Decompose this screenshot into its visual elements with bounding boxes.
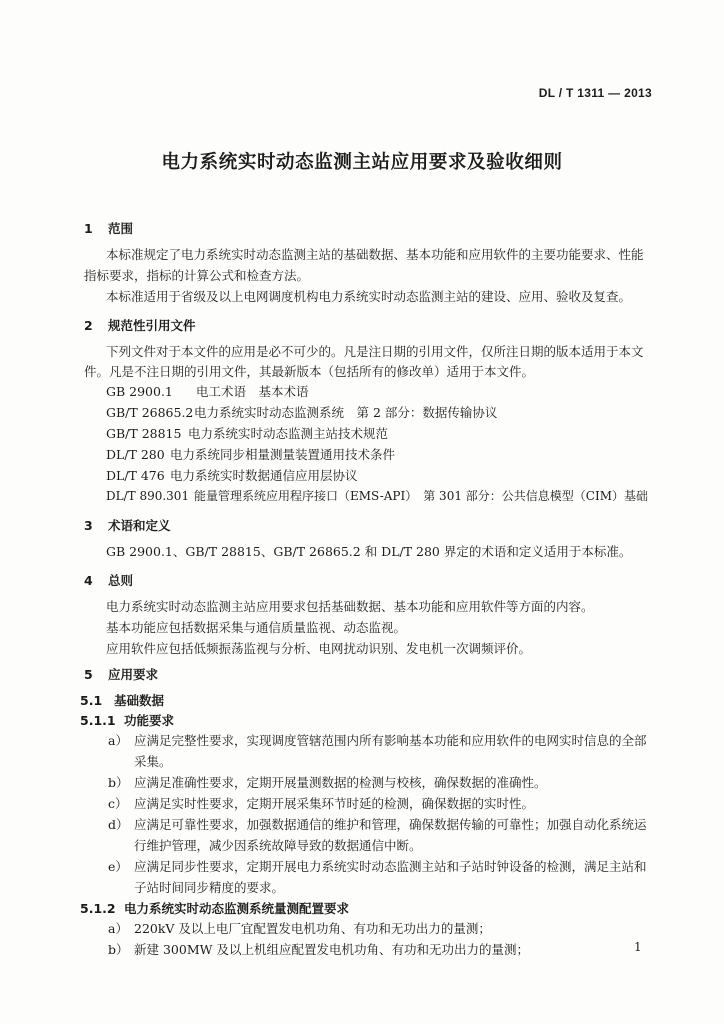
list-item-text-continued: 行维护管理，减少因系统故障导致的数据通信中断。 — [134, 838, 422, 853]
list-item-label: b） — [108, 775, 129, 790]
normative-reference: GB/T 26865.2电力系统实时动态监测系统 第 2 部分：数据传输协议 — [106, 405, 498, 420]
list-item-text: 220kV 及以上电厂宜配置发电机功角、有功和无功出力的量测； — [134, 921, 491, 936]
section-2-paragraph-line-1: 下列文件对于本文件的应用是必不可少的。凡是注日期的引用文件，仅所注日期的版本适用于本文 — [106, 344, 644, 359]
section-4-paragraph-2: 基本功能应包括数据采集与通信质量监视、动态监视。 — [106, 620, 407, 635]
section-4-paragraph-1: 电力系统实时动态监测主站应用要求包括基础数据、基本功能和应用软件等方面的内容。 — [106, 599, 594, 614]
page-number: 1 — [634, 940, 642, 954]
list-item-label: a） — [108, 921, 128, 936]
list-item-text: 应满足同步性要求，定期开展电力系统实时动态监测主站和子站时钟设备的检测，满足主站和 — [134, 859, 647, 874]
section-5-1-1-heading: 5.1.1 功能要求 — [80, 713, 175, 728]
section-1-heading: 1 范围 — [84, 221, 134, 236]
normative-reference: GB 2900.1 电工术语 基本术语 — [106, 384, 309, 399]
section-5-1-heading: 5.1 基础数据 — [80, 693, 165, 708]
section-5-1-2-heading: 5.1.2 电力系统实时动态监测系统量测配置要求 — [80, 901, 350, 916]
section-4-heading: 4 总则 — [84, 573, 134, 588]
list-item-label: d） — [108, 817, 129, 832]
section-1-paragraph-1-line-1: 本标准规定了电力系统实时动态监测主站的基础数据、基本功能和应用软件的主要功能要求、性能 — [106, 247, 644, 262]
section-3-paragraph: GB 2900.1、GB/T 28815、GB/T 26865.2 和 DL/T 280 界定的术语和定义适用于本标准。 — [106, 544, 632, 559]
list-item-text: 应满足准确性要求，定期开展量测数据的检测与校核，确保数据的准确性。 — [134, 775, 547, 790]
section-5-heading: 5 应用要求 — [84, 667, 159, 682]
list-item-text: 应满足完整性要求，实现调度管辖范围内所有影响基本功能和应用软件的电网实时信息的全部 — [134, 733, 647, 748]
list-item-label: a） — [108, 733, 128, 748]
list-item-label: e） — [108, 859, 128, 874]
section-4-paragraph-3: 应用软件应包括低频振荡监视与分析、电网扰动识别、发电机一次调频评价。 — [106, 641, 532, 656]
normative-reference: DL/T 280 电力系统同步相量测量装置通用技术条件 — [106, 447, 396, 462]
normative-reference: DL/T 476 电力系统实时数据通信应用层协议 — [106, 468, 358, 483]
list-item-text-continued: 子站时间同步精度的要求。 — [134, 880, 285, 895]
standard-number: DL / T 1311 — 2013 — [538, 86, 652, 100]
section-2-paragraph-line-2: 件。凡是不注日期的引用文件，其最新版本（包括所有的修改单）适用于本文件。 — [84, 364, 535, 379]
list-item-text: 应满足实时性要求，定期开展采集环节时延的检测，确保数据的实时性。 — [134, 796, 535, 811]
list-item-text-continued: 采集。 — [134, 754, 172, 769]
normative-reference: GB/T 28815 电力系统实时动态监测主站技术规范 — [106, 426, 389, 441]
section-1-paragraph-1-line-2: 指标要求，指标的计算公式和检查方法。 — [84, 268, 310, 283]
list-item-text: 应满足可靠性要求，加强数据通信的维护和管理，确保数据传输的可靠性；加强自动化系统运 — [134, 817, 647, 832]
section-3-heading: 3 术语和定义 — [84, 518, 171, 533]
section-2-heading: 2 规范性引用文件 — [84, 318, 196, 333]
list-item-label: b） — [108, 942, 129, 957]
document-title: 电力系统实时动态监测主站应用要求及验收细则 — [161, 152, 563, 173]
normative-reference: DL/T 890.301 能量管理系统应用程序接口（EMS-API） 第 301 部分：公共信息模型（CIM）基础 — [106, 489, 648, 503]
list-item-label: c） — [108, 796, 128, 811]
list-item-text: 新建 300MW 及以上机组应配置发电机功角、有功和无功出力的量测； — [134, 942, 529, 957]
section-1-paragraph-2: 本标准适用于省级及以上电网调度机构电力系统实时动态监测主站的建设、应用、验收及复查。 — [106, 289, 632, 304]
